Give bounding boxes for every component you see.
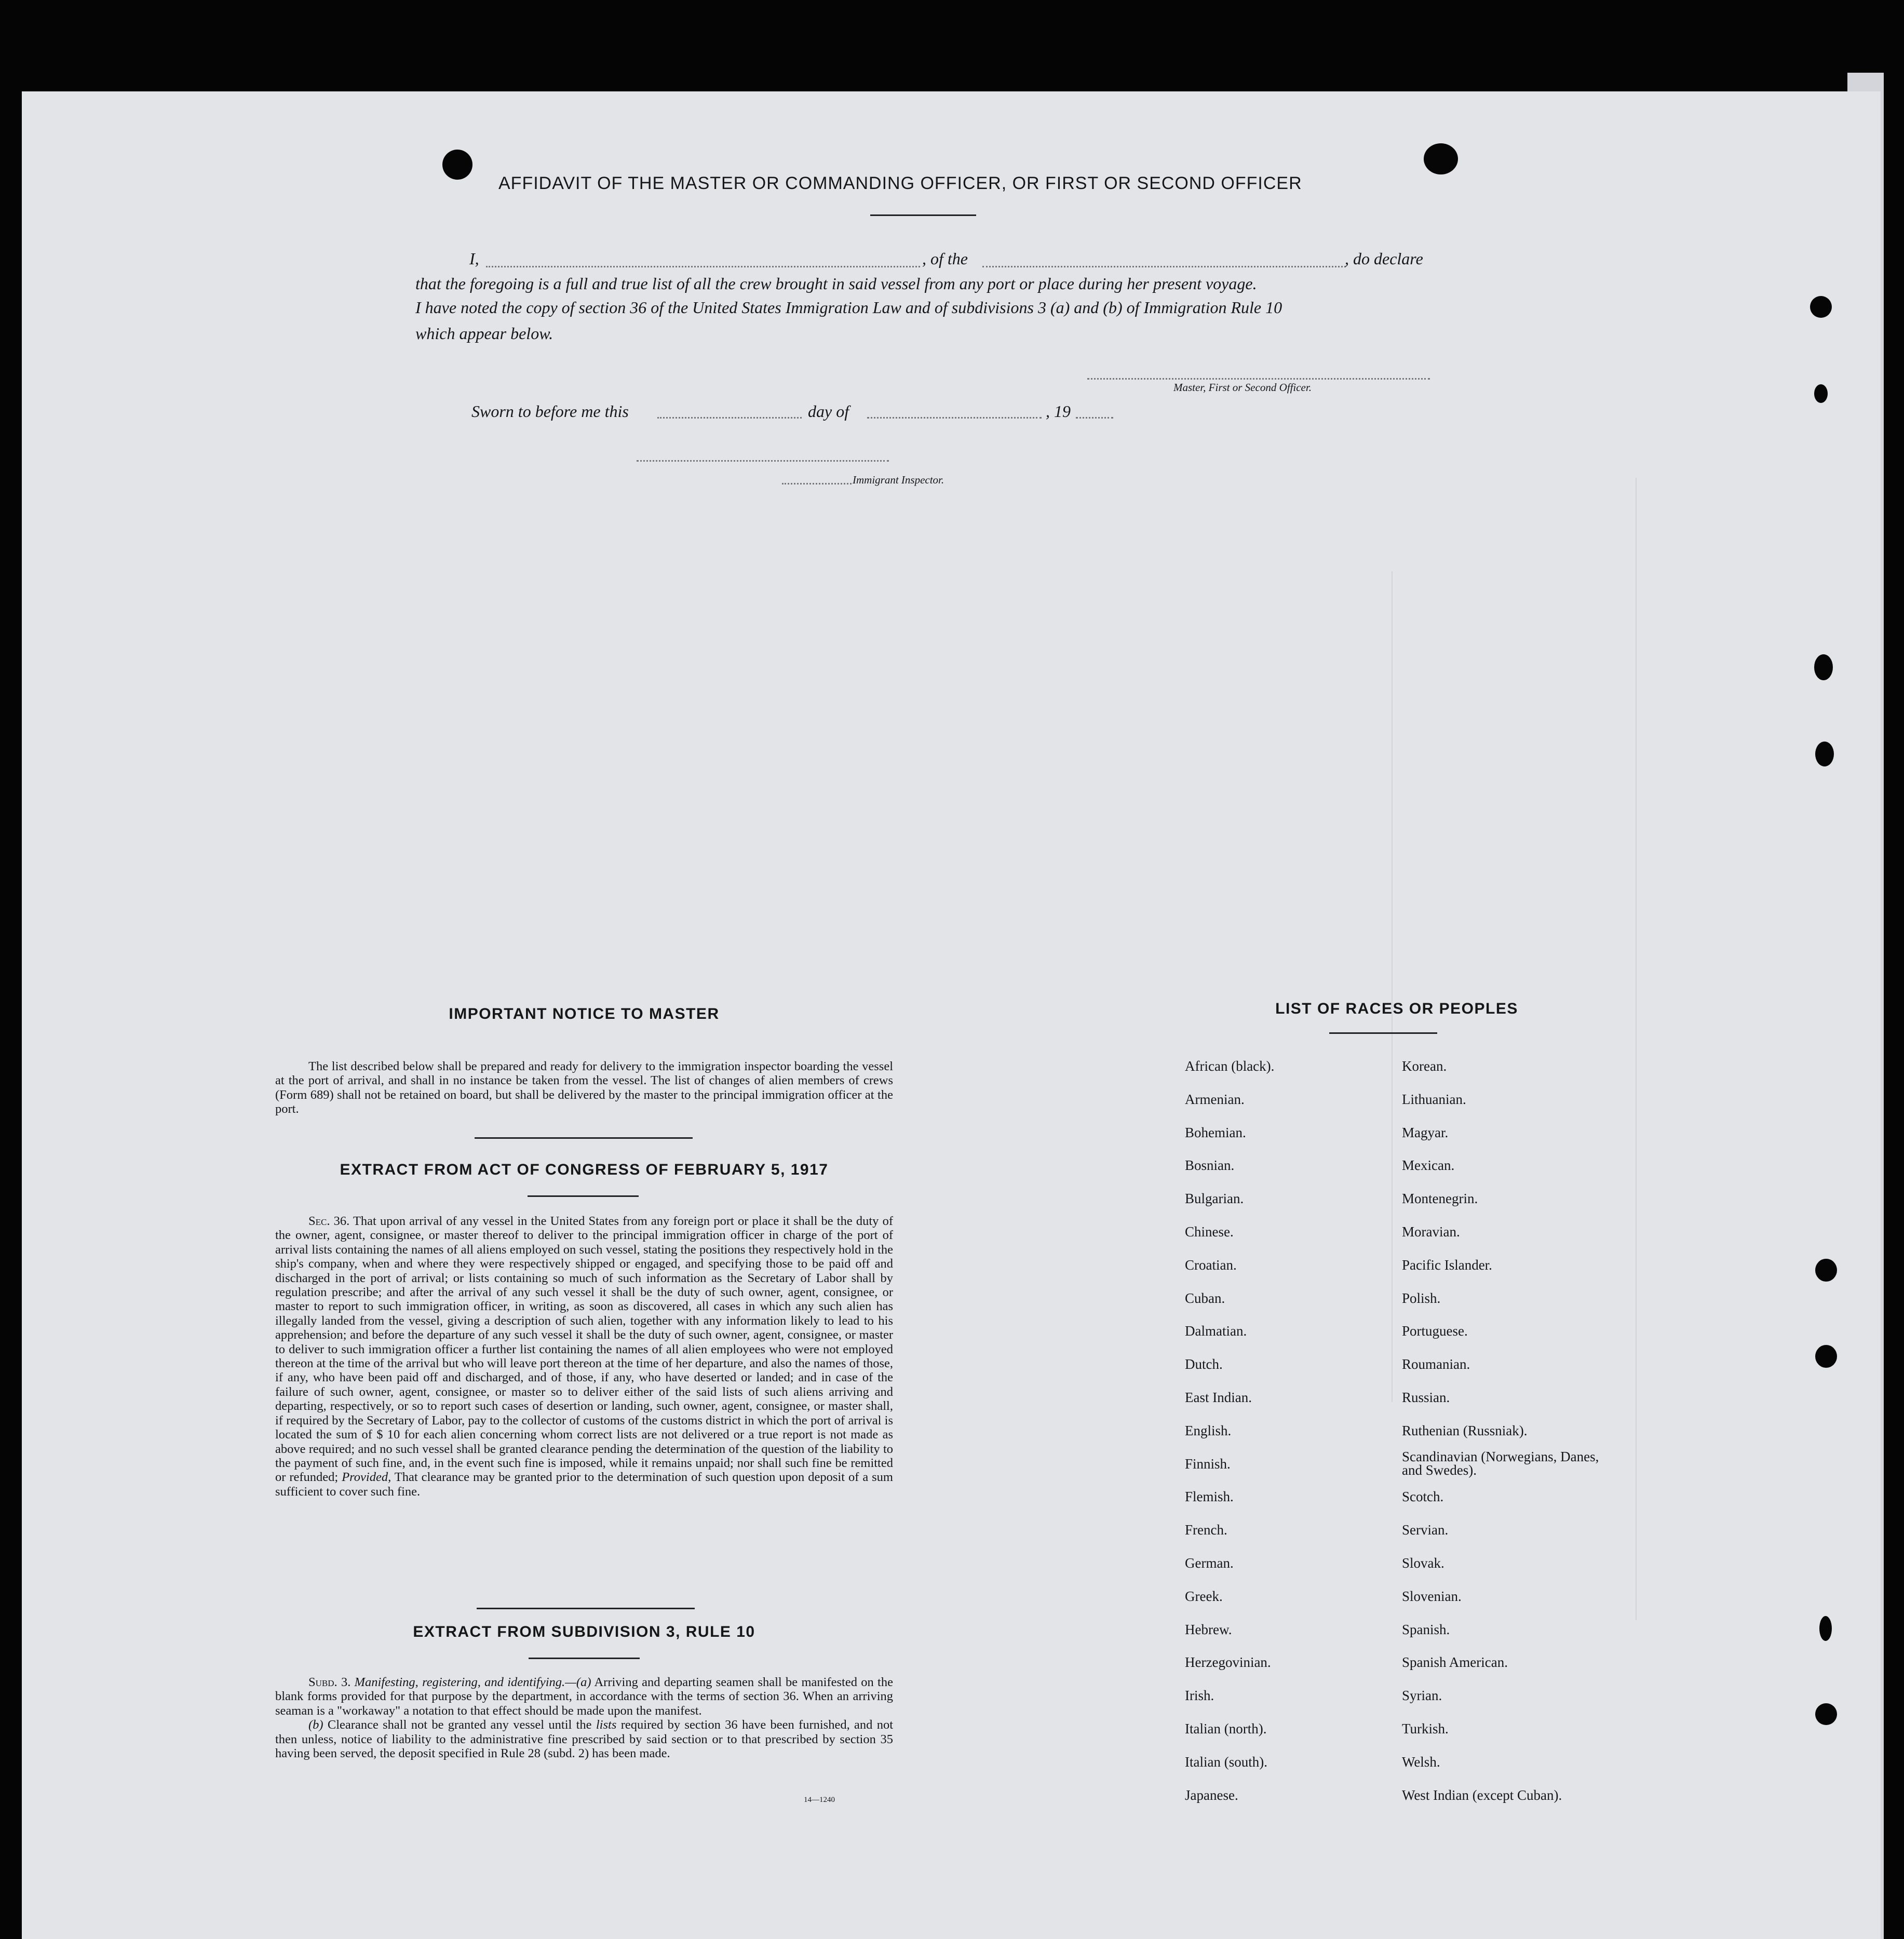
race-item: West Indian (except Cuban). — [1402, 1787, 1562, 1803]
form-number: 14—1240 — [804, 1796, 835, 1804]
race-item: Scotch. — [1402, 1489, 1444, 1505]
punch-hole — [442, 150, 472, 180]
races-column-left — [1185, 1050, 1274, 1812]
punch-hole — [1814, 654, 1833, 680]
act-heading-underline — [528, 1195, 639, 1197]
race-item: Welsh. — [1402, 1754, 1440, 1770]
inspector-signature-line-short — [782, 483, 852, 484]
race-item: Magyar. — [1402, 1124, 1449, 1140]
race-item: African (black). — [1185, 1058, 1275, 1074]
race-item: Japanese. — [1185, 1787, 1238, 1803]
race-item: Dalmatian. — [1185, 1323, 1247, 1339]
sworn-month-blank[interactable] — [867, 417, 1042, 419]
race-item: Russian. — [1402, 1389, 1450, 1405]
affidavit-title: AFFIDAVIT OF THE MASTER OR COMMANDING OFFICER, OR FIRST OR SECOND OFFICER — [498, 173, 1302, 193]
race-item: Spanish. — [1402, 1621, 1450, 1637]
race-item: Bosnian. — [1185, 1157, 1235, 1174]
sworn-year-blank[interactable] — [1076, 417, 1113, 419]
race-item: Chinese. — [1185, 1223, 1234, 1240]
race-item: Slovak. — [1402, 1555, 1444, 1571]
vessel-name-blank[interactable] — [982, 266, 1346, 267]
punch-hole — [1815, 1259, 1837, 1282]
sworn-prefix: Sworn to before me this — [471, 402, 629, 421]
act-text — [275, 1214, 893, 1499]
rule10-heading-underline — [529, 1658, 640, 1659]
race-item: Pacific Islander. — [1402, 1257, 1492, 1273]
affidavit-of-the-label: , of the — [922, 249, 968, 268]
race-item: Irish. — [1185, 1688, 1214, 1704]
race-item: Flemish. — [1185, 1489, 1234, 1505]
race-item: Moravian. — [1402, 1223, 1460, 1240]
divider — [475, 1137, 693, 1139]
act-body: That upon arrival of any vessel in the United States from any foreign port or place it shall be the duty of the owner, agent, consignee, or master thereof to deliver to the principal immigration officer in charge of the port of arrival lists containing the names of all aliens employed on such vessel, stating the positions they respectively hold in the ship's company, when and where they were respectively shipped or engaged, and specifying those to be paid off and discharged in the port of arrival; or lists containing so much of such information as the Secretary of Labor shall by regulation prescribe; and after the arrival of any such vessel it shall be the duty of such owner, agent, consignee, or master to report to such immigration officer, in writing, as soon as discovered, all cases in which any such alien has illegally landed from the vessel, giving a description of such alien, together with any information likely to lead to his apprehension; and before the departure of any such vessel it shall be the duty of such owner, agent, consignee, or master to deliver to such immigration officer a further list containing the names of all alien employees who were not employed thereon at the time of the arrival but who will leave port thereon at the time of her departure, and also the names of those, if any, who have been paid off and discharged, and of those, if any, who have deserted or landed; and in case of the failure of such owner, agent, consignee, or master so to deliver either of the said lists of such aliens arriving and departing, respectively, or so to report such cases of desertion or landing, such owner, agent, consignee, or master shall, if required by the Secretary of Labor, pay to the collector of customs of the customs district in which the port of arrival is located the sum of $ 10 for each alien concerning whom correct lists are not delivered or a true report is not made as above required; and no such vessel shall be granted clearance pending the determination of the question of the liability to the payment of such fine, and, in the event such fine is imposed, while it remains unpaid; nor shall such fine be remitted or refunded; — [275, 1214, 893, 1485]
race-item: Slovenian. — [1402, 1588, 1462, 1604]
race-item: Cuban. — [1185, 1290, 1225, 1306]
race-item: Italian (south). — [1185, 1754, 1267, 1770]
race-item: Portuguese. — [1402, 1323, 1468, 1339]
race-item: Croatian. — [1185, 1257, 1237, 1273]
bleed-through-column-ages — [1636, 478, 1808, 1620]
sworn-day-of: day of — [808, 402, 849, 421]
punch-hole — [1815, 1703, 1837, 1725]
race-item: German. — [1185, 1555, 1234, 1571]
officer-signature-line[interactable] — [1087, 378, 1430, 380]
race-item: Turkish. — [1402, 1720, 1449, 1736]
races-heading-underline — [1329, 1032, 1437, 1034]
punch-hole — [1424, 143, 1458, 174]
sworn-year: , 19 — [1046, 402, 1071, 421]
notice-heading: IMPORTANT NOTICE TO MASTER — [449, 1005, 720, 1022]
race-item: Scandinavian (Norwegians, Danes, and Swedes). — [1402, 1448, 1599, 1478]
rule10-heading: EXTRACT FROM SUBDIVISION 3, RULE 10 — [413, 1623, 755, 1640]
race-item: Spanish American. — [1402, 1654, 1508, 1671]
races-heading: LIST OF RACES OR PEOPLES — [1275, 1000, 1518, 1017]
rule10-b-text-2: required by section 36 have been furnished, and not then unless, notice of liability to the administrative fine prescribed by said section or to that prescribed by section 35 having been served, the deposit specified in Rule 28 (subd. 2) has been made. — [275, 1718, 894, 1761]
race-item: Hebrew. — [1185, 1621, 1232, 1637]
race-item: Armenian. — [1185, 1091, 1245, 1107]
sworn-day-blank[interactable] — [657, 417, 802, 419]
race-item: Bulgarian. — [1185, 1191, 1244, 1207]
race-item: Finnish. — [1185, 1456, 1231, 1472]
punch-hole — [1810, 296, 1832, 318]
punch-hole — [1814, 384, 1828, 403]
rule10-subd-title: Manifesting, registering, and identifying.—(a) — [354, 1675, 591, 1689]
affidavit-declare-label: , do declare — [1345, 249, 1423, 268]
affidavit-line-3: I have noted the copy of section 36 of the United States Immigration Law and of subdivisions 3 (a) and (b) of Immigration Rule 10 — [415, 298, 1282, 317]
affidavit-line-4: which appear below. — [415, 324, 553, 343]
rule10-b-lists: lists — [596, 1718, 617, 1732]
inspector-caption: Immigrant Inspector. — [853, 474, 944, 486]
officer-caption: Master, First or Second Officer. — [1173, 381, 1312, 394]
notice-body: The list described below shall be prepared and ready for delivery to the immigration inspector boarding the vessel at the port of arrival, and shall in no instance be taken from the vessel. The list of changes of alien members of crews (Form 689) shall not be retained on board, but shall be delivered by the master to the principal immigration officer at the port. — [275, 1059, 893, 1116]
affidavit-line-2: that the foregoing is a full and true list of all the crew brought in said vessel from any port or place during her present voyage. — [415, 274, 1257, 293]
race-item: Roumanian. — [1402, 1356, 1470, 1372]
punch-hole — [1815, 742, 1834, 766]
race-item: Bohemian. — [1185, 1124, 1246, 1140]
rule10-text — [275, 1675, 893, 1760]
race-item: Greek. — [1185, 1588, 1223, 1604]
punch-hole — [1815, 1345, 1837, 1368]
race-item: Servian. — [1402, 1522, 1449, 1538]
punch-hole — [1819, 1616, 1832, 1641]
act-provided-label: Provided, — [342, 1470, 391, 1485]
rule10-b-label: (b) — [308, 1718, 323, 1732]
race-item: Montenegrin. — [1402, 1191, 1478, 1207]
race-item: Ruthenian (Russniak). — [1402, 1422, 1528, 1438]
affidavit-i-label: I, — [469, 249, 479, 268]
inspector-signature-line[interactable] — [637, 460, 889, 462]
act-heading: EXTRACT FROM ACT OF CONGRESS OF FEBRUARY 5, 1917 — [340, 1161, 829, 1178]
rule10-b-text-1: Clearance shall not be granted any vessel until the — [327, 1718, 592, 1732]
notice-text — [275, 1059, 893, 1116]
race-item: Herzegovinian. — [1185, 1654, 1271, 1671]
act-provided-text: That clearance may be granted prior to the determination of such question upon deposit of a sum sufficient to cover such fine. — [275, 1470, 893, 1499]
race-item: East Indian. — [1185, 1389, 1252, 1405]
race-item: Dutch. — [1185, 1356, 1223, 1372]
divider — [477, 1608, 695, 1609]
race-item: Polish. — [1402, 1290, 1441, 1306]
race-item: English. — [1185, 1422, 1232, 1438]
race-item: French. — [1185, 1522, 1227, 1538]
race-item: Syrian. — [1402, 1688, 1442, 1704]
race-item: Lithuanian. — [1402, 1091, 1466, 1107]
title-underline — [870, 214, 976, 216]
race-item: Mexican. — [1402, 1157, 1455, 1174]
rule10-a-text: Arriving and departing seamen shall be manifested on the blank forms provided for that purpose by the department, in accordance with the terms of section 36. When an arriving seaman is a "workaway" a notation to that effect should be made upon the manifest. — [275, 1675, 893, 1718]
act-section-label: Sec. 36. — [308, 1214, 350, 1228]
races-column-right — [1402, 1050, 1599, 1812]
rule10-subd-label: Subd. 3. — [308, 1675, 351, 1689]
officer-name-blank[interactable] — [486, 266, 920, 267]
race-item: Korean. — [1402, 1058, 1447, 1074]
race-item: Italian (north). — [1185, 1720, 1267, 1736]
